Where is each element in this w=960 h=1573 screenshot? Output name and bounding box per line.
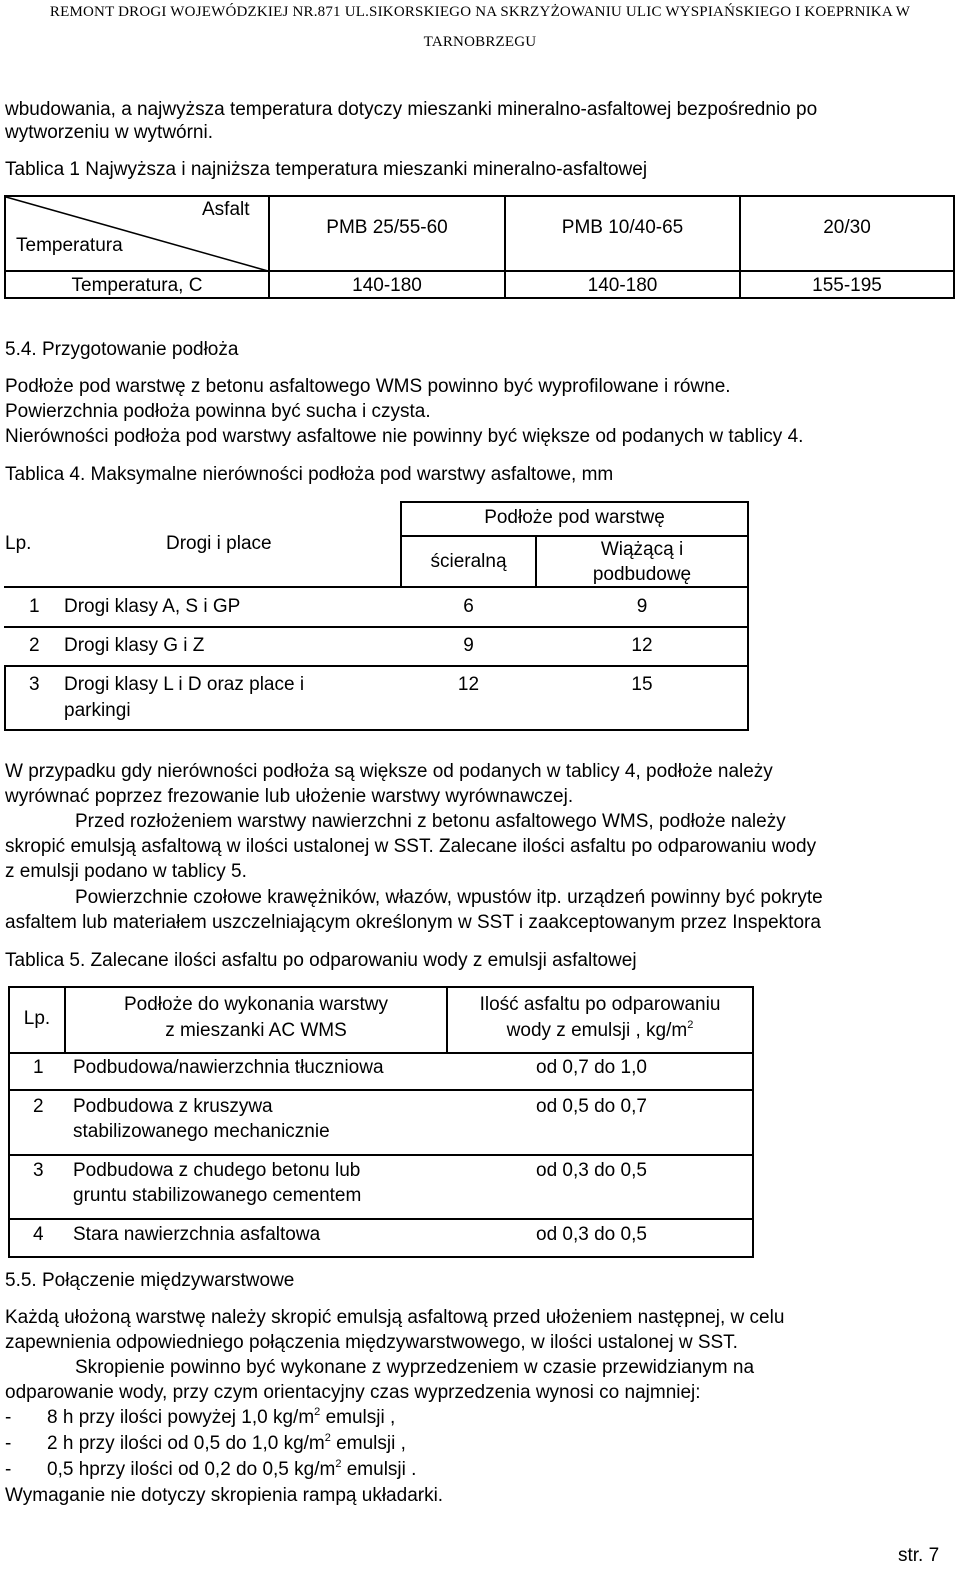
- intro-line1: wbudowania, a najwyższa temperatura dotyczy mieszanki mineralno-asfaltowej bezpośrednio po: [5, 99, 818, 120]
- table5-header-base-line1: Podłoże do wykonania warstwy: [123, 994, 389, 1015]
- table5-row3-value: od 0,3 do 0,5: [536, 1160, 647, 1181]
- table4-row2-wear: 9: [463, 635, 474, 656]
- table4-row3-bind: 15: [631, 674, 653, 695]
- section55-line1: Każdą ułożoną warstwę należy skropić emulsją asfaltową przed ułożeniem następnej, w celu: [5, 1307, 785, 1328]
- table5-row1-lp: 1: [33, 1057, 44, 1078]
- table4-row2-lp: 2: [29, 635, 40, 656]
- table4-header-bind-line1: Wiążącą i: [600, 539, 684, 560]
- table5-row4-name: Stara nawierzchnia asfaltowa: [73, 1224, 321, 1245]
- table4-row3-wear: 12: [457, 674, 480, 695]
- bullet-dash: -: [5, 1407, 12, 1428]
- table5-row3-lp: 3: [33, 1160, 44, 1181]
- table5-row1-value: od 0,7 do 1,0: [536, 1057, 647, 1078]
- table1-col-2: 20/30: [823, 217, 871, 238]
- body1-line1: W przypadku gdy nierówności podłoża są większe od podanych w tablicy 4, podłoże należy: [5, 761, 773, 782]
- intro-line2: wytworzeniu w wytwórni.: [5, 122, 213, 143]
- table4-row1-lp: 1: [29, 596, 40, 617]
- table4-header-bind-line2: podbudowę: [592, 564, 692, 585]
- bullet-text: 2 h przy ilości od 0,5 do 1,0 $kg/m^2$ emulsji ,: [47, 1432, 406, 1454]
- body1-line7: asfaltem lub materiałem uszczelniającym określonym w SST i zaakceptowanym przez Inspektora: [5, 912, 821, 933]
- table1-value-2: 155-195: [812, 275, 882, 296]
- body1-line6: Powierzchnie czołowe krawężników, włazów, wpustów itp. urządzeń powinny być pokryte: [75, 887, 823, 908]
- table5-row4-lp: 4: [33, 1224, 44, 1245]
- table5-row2-lp: 2: [33, 1096, 44, 1117]
- table5-header-amount-line1: Ilość asfaltu po odparowaniu: [479, 994, 721, 1015]
- table5-row2-name-line2: stabilizowanego mechanicznie: [73, 1121, 330, 1142]
- table4-caption: Tablica 4. Maksymalne nierówności podłoża pod warstwy asfaltowe, mm: [5, 464, 614, 485]
- table5-row2-name: Podbudowa z kruszywa: [73, 1096, 273, 1117]
- section54-p3: Nierówności podłoża pod warstwy asfaltowe nie powinny być większe od podanych w tablicy 4.: [5, 426, 804, 447]
- table5-row3-name-line2: gruntu stabilizowanego cementem: [73, 1185, 362, 1206]
- table4-row1-wear: 6: [463, 596, 474, 617]
- table5-row1-name: Podbudowa/nawierzchnia tłuczniowa: [73, 1057, 384, 1078]
- bullet-dash: -: [5, 1433, 12, 1454]
- table1-caption: Tablica 1 Najwyższa i najniższa temperatura mieszanki mineralno-asfaltowej: [5, 159, 648, 180]
- table1-col-1: PMB 10/40-65: [561, 217, 684, 238]
- body1-line2: wyrównać poprzez frezowanie lub ułożenie warstwy wyrównawczej.: [5, 786, 574, 807]
- bullet-text: 8 h przy ilości powyżej 1,0 $kg/m^2$ emulsji ,: [47, 1406, 396, 1428]
- table1-value-0: 140-180: [352, 275, 422, 296]
- table5-header-amount-line2: wody z emulsji , $kg/m^2$: [506, 1019, 694, 1041]
- table1-value-1: 140-180: [587, 275, 658, 296]
- bullet-text: 0,5 hprzy ilości od 0,2 do 0,5 $kg/m^2$ emulsji .: [47, 1458, 417, 1480]
- section55-line3: Skropienie powinno być wykonane z wyprzedzeniem w czasie przewidzianym na: [75, 1357, 755, 1378]
- table5-header-base-line2: z mieszanki AC WMS: [165, 1020, 347, 1041]
- section54-heading: 5.4. Przygotowanie podłoża: [5, 339, 239, 360]
- table4-header-lp: Lp.: [5, 533, 32, 554]
- table5-header-lp: Lp.: [23, 1008, 51, 1029]
- table1-col-0: PMB 25/55-60: [326, 217, 448, 238]
- section54-p1: Podłoże pod warstwę z betonu asfaltowego WMS powinno być wyprofilowane i równe.: [5, 376, 731, 397]
- section55-heading: 5.5. Połączenie międzywarstwowe: [5, 1270, 295, 1291]
- table5-caption: Tablica 5. Zalecane ilości asfaltu po odparowaniu wody z emulsji asfaltowej: [5, 950, 637, 971]
- page-number: str. 7: [898, 1545, 940, 1566]
- table1-row-label: Temperatura, C: [71, 275, 203, 296]
- table4-header-group: Podłoże pod warstwę: [484, 507, 665, 528]
- table4-header-roads: Drogi i place: [166, 533, 272, 554]
- body1-line5: z emulsji podano w tablicy 5.: [5, 861, 247, 882]
- table4-row1-name: Drogi klasy A, S i GP: [64, 596, 241, 617]
- document-header-line1: REMONT DROGI WOJEWÓDZKIEJ NR.871 UL.SIKORSKIEGO NA SKRZYŻOWANIU ULIC WYSPIAŃSKIEGO I KOEPRNIKA W: [49, 4, 911, 20]
- section55-line4: odparowanie wody, przy czym orientacyjny czas wyprzedzenia wynosi co najmniej:: [5, 1382, 701, 1403]
- table5-row4-value: od 0,3 do 0,5: [536, 1224, 647, 1245]
- table5-row2-value: od 0,5 do 0,7: [536, 1096, 647, 1117]
- table1-diag-bottom: Temperatura: [16, 235, 123, 256]
- body1-line3: Przed rozłożeniem warstwy nawierzchni z betonu asfaltowego WMS, podłoże należy: [75, 811, 786, 832]
- table4-row2-bind: 12: [631, 635, 653, 656]
- section55-closing: Wymaganie nie dotyczy skropienia rampą układarki.: [5, 1485, 444, 1506]
- section54-p2: Powierzchnia podłoża powinna być sucha i czysta.: [5, 401, 431, 422]
- table4-row1-bind: 9: [636, 596, 648, 617]
- body1-line4: skropić emulsją asfaltową w ilości ustalonej w SST. Zalecane ilości asfaltu po odparowaniu wody: [5, 836, 817, 857]
- section55-line2: zapewnienia odpowiedniego połączenia międzywarstwowego, w ilości ustalonej w SST.: [5, 1332, 738, 1353]
- bullet-dash: -: [5, 1459, 12, 1480]
- document-header-line2: TARNOBRZEGU: [423, 34, 537, 50]
- table4-row2-name: Drogi klasy G i Z: [64, 635, 205, 656]
- table4-row3-name: Drogi klasy L i D oraz place i: [64, 674, 305, 695]
- table4-row3-lp: 3: [29, 674, 40, 695]
- table5-row3-name: Podbudowa z chudego betonu lub: [73, 1160, 361, 1181]
- table4-row3-name-line2: parkingi: [64, 700, 131, 721]
- table1-diag-top: Asfalt: [202, 199, 250, 220]
- table4-header-wear: ścieralną: [430, 551, 507, 572]
